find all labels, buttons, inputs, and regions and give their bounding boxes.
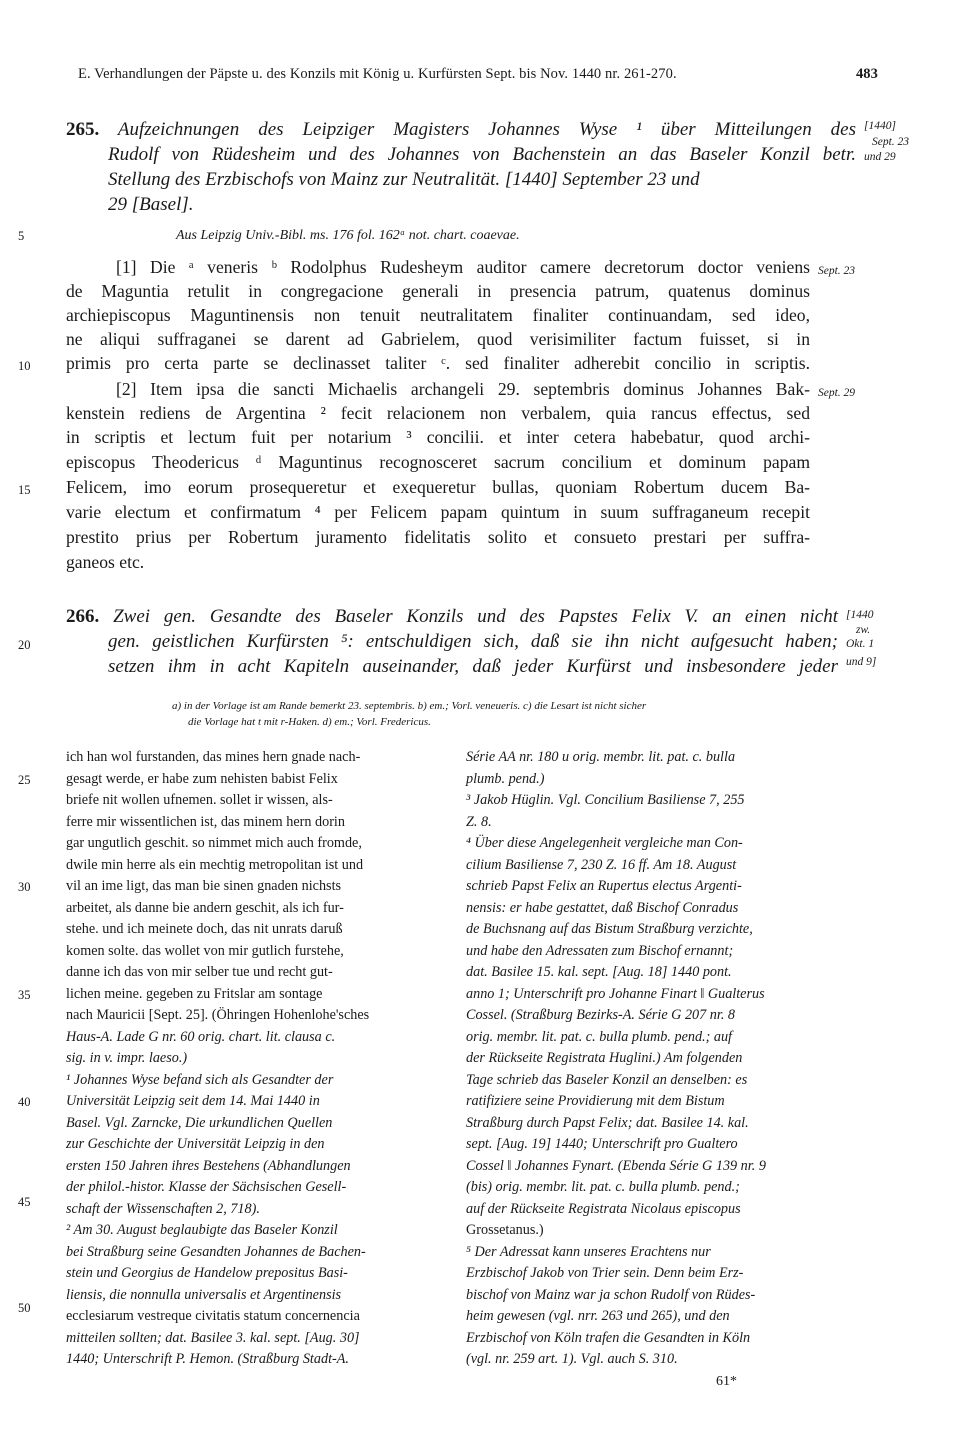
left-line: komen solte. das wollet von mir gutlich furstehe, [66, 942, 344, 959]
doc265-text-line-4: ne aliqui suffraganei se darent ad Gabrielem, quod verisimiliter factum fuisset, si in [66, 329, 810, 349]
doc265-date-margin-2: Sept. 23 [872, 136, 910, 148]
left-line: dwile min herre als ein mechtig metropolitan ist und [66, 856, 364, 873]
line-number-40: 40 [18, 1095, 31, 1109]
left-line: briefe nit wollen ufnemen. sollet ir wissen, als- [66, 792, 333, 808]
doc265-text-line-3: archiepiscopus Maguntinensis non tenuit neutralitatem finaliter continuandam, sed ideo, [66, 305, 810, 325]
doc265-heading-line-2: Rudolf von Rüdesheim und des Johannes von Bachenstein an das Baseler Konzil betr. [108, 144, 856, 165]
footnote-4-line: Straßburg durch Papst Felix; dat. Basilee 14. kal. [466, 1114, 749, 1131]
left-line: gesagt werde, er habe zum nehisten babist Felix [66, 770, 338, 787]
footnote-4-line: Cossel ‖ Johannes Fynart. (Ebenda Série G 139 nr. 9 [466, 1157, 766, 1174]
left-line: Haus-A. Lade G nr. 60 orig. chart. lit. clausa c. [66, 1028, 336, 1045]
footnote-4-line: und habe den Adressaten zum Bischof ernannt; [466, 942, 734, 959]
doc266-heading-line-3: setzen ihm in acht Kapiteln auseinander, daß jeder Kurfürst und insbesondere jeder [108, 656, 838, 677]
apparatus-line-1: a) in der Vorlage ist am Rande bemerkt 23. septembris. b) em.; Vorl. veneueris. c) die Lesart ist nicht sicher [172, 700, 647, 712]
doc265-text-line-11: varie electum et confirmatum ⁴ per Felicem papam quintum in suum suffraganeum recepit [66, 502, 810, 522]
page-number: 483 [855, 66, 878, 82]
line-number-50: 50 [18, 1301, 31, 1315]
right-column [466, 747, 840, 1371]
running-head [78, 66, 878, 83]
line-number-25: 25 [18, 773, 31, 787]
footnote-4-line: dat. Basilee 15. kal. sept. [Aug. 18] 1440 pont. [466, 964, 732, 980]
doc266-date-margin-1: [1440 [846, 609, 874, 621]
footnote-1-line: Basel. Vgl. Zarncke, Die urkundlichen Quellen [66, 1114, 333, 1131]
left-line: gar ungutlich geschit. so nimmet mich auch fromde, [66, 835, 362, 851]
doc265-text-line-7: kenstein rediens de Argentina ² fecit relacionem non verbalem, quia rancus effectus, sed [66, 403, 810, 423]
doc265-number: 265. [66, 119, 100, 140]
running-head-text: E. Verhandlungen der Päpste u. des Konzils mit König u. Kurfürsten Sept. bis Nov. 1440 nr. 261-270. [78, 66, 677, 82]
doc265-text-line-9: episcopus Theodericus ᵈ Maguntinus recognosceret sacrum concilium et dominum papam [66, 452, 810, 472]
doc266-heading-line-2: gen. geistlichen Kurfürsten ⁵: entschuldigen sich, daß sie ihn nicht aufgesucht haben; [108, 631, 838, 652]
footnote-1-line: ¹ Johannes Wyse befand sich als Gesandter der [66, 1071, 334, 1088]
footnote-2-line: mitteilen sollten; dat. Basilee 3. kal. sept. [Aug. 30] [66, 1329, 360, 1346]
footnote-4-line: cilium Basiliense 7, 230 Z. 16 ff. Am 18. August [466, 856, 737, 873]
footnote-5-line: (vgl. nr. 259 art. 1). Vgl. auch S. 310. [466, 1351, 678, 1367]
doc265-source: Aus Leipzig Univ.-Bibl. ms. 176 fol. 162ᵃ not. chart. coaevae. [176, 228, 520, 243]
footnote-2-line: 1440; Unterschrift P. Hemon. (Straßburg Stadt-A. [66, 1351, 349, 1367]
footnote-3-line: ³ Jakob Hüglin. Vgl. Concilium Basiliense 7, 255 [466, 792, 745, 808]
right-line: plumb. pend.) [466, 770, 545, 787]
footnote-3-line: Z. 8. [466, 813, 492, 830]
doc266-date-margin-3: Okt. 1 [846, 638, 875, 650]
doc265-text-line-13: ganeos etc. [66, 552, 145, 572]
line-number-35: 35 [18, 988, 31, 1002]
doc265-heading-line-3: Stellung des Erzbischofs von Mainz zur Neutralität. [1440] September 23 und [108, 169, 700, 190]
doc265-text-line-10: Felicem, imo eorum prosequeretur et exequeretur bullas, quoniam Robertum ducem Ba- [66, 477, 810, 497]
footnote-4-line: Tage schrieb das Baseler Konzil an denselben: es [466, 1071, 748, 1088]
left-line: stehe. und ich meinete doch, das nit unrats daruß [66, 921, 343, 937]
doc265-margin-note-2: Sept. 29 [818, 387, 856, 399]
footnote-4-line: anno 1; Unterschrift pro Johanne Finart ‖ Gualterus [466, 985, 765, 1002]
doc266-date-margin-4: und 9] [846, 656, 877, 668]
line-number-45: 45 [18, 1195, 31, 1209]
footnote-2-line: bei Straßburg seine Gesandten Johannes de Bachen- [66, 1243, 366, 1260]
footnote-4-line: ratifiziere seine Providierung mit dem Bistum [466, 1093, 725, 1109]
doc265-margin-note-1: Sept. 23 [818, 265, 856, 277]
left-line: vil an ime ligt, das man bie sinen gnaden nichsts [66, 878, 342, 894]
footnote-5-line: Erzbischof Jakob von Trier sein. Denn beim Erz- [466, 1265, 744, 1281]
doc265-text-line-5: primis pro certa parte se declinasset taliter ᶜ. sed finaliter adherebit concilio in scriptis. [66, 353, 810, 373]
line-number-5: 5 [18, 229, 25, 243]
footnote-1-line: der philol.-histor. Klasse der Sächsischen Gesell- [66, 1179, 347, 1195]
apparatus-line-2: die Vorlage hat t mit r-Haken. d) em.; Vorl. Fredericus. [188, 716, 431, 728]
footnote-4-line: Grossetanus.) [466, 1222, 544, 1238]
footnote-2-line: stein und Georgius de Handelow prepositus Basi- [66, 1265, 348, 1281]
left-column [66, 747, 440, 1371]
doc265-text-line-6: [2] Item ipsa die sancti Michaelis archangeli 29. septembris dominus Johannes Bak- [116, 379, 810, 399]
line-number-20: 20 [18, 638, 31, 652]
doc265-heading-line-4: 29 [Basel]. [108, 194, 194, 215]
footnote-4-line: sept. [Aug. 19] 1440; Unterschrift pro Gualtero [466, 1136, 738, 1152]
doc266-heading-line-1: 266. Zwei gen. Gesandte des Baseler Konzils und des Papstes Felix V. an einen nicht [66, 606, 838, 627]
doc265-date-margin-1: [1440] [864, 120, 896, 132]
left-line: arbeitet, als danne bie andern geschit, als ich fur- [66, 899, 344, 916]
left-line: danne ich das von mir selber tue und recht gut- [66, 964, 333, 980]
footnote-2-line: ² Am 30. August beglaubigte das Baseler Konzil [66, 1222, 338, 1238]
footnote-4-line: Cossel. (Straßburg Bezirks-A. Série G 207 nr. 8 [466, 1007, 736, 1023]
doc266-number: 266. [66, 606, 100, 627]
footnote-4-line: ⁴ Über diese Angelegenheit vergleiche man Con- [466, 835, 743, 851]
right-line: Série AA nr. 180 u orig. membr. lit. pat. c. bulla [466, 749, 736, 765]
footnote-2-line: ecclesiarum vestreque civitatis statum concernencia [66, 1308, 360, 1324]
footnote-4-line: auf der Rückseite Registrata Nicolaus episcopus [466, 1200, 741, 1217]
doc265-heading-line-1: 265. Aufzeichnungen des Leipziger Magisters Johannes Wyse ¹ über Mitteilungen des [66, 119, 856, 140]
left-line: nach Mauricii [Sept. 25]. (Öhringen Hohenlohe'sches [66, 1007, 370, 1023]
footnote-1-line: schaft der Wissenschaften 2, 718). [66, 1200, 260, 1217]
footnote-2-line: liensis, die nonnulla universalis et Argentinensis [66, 1286, 342, 1303]
line-number-30: 30 [18, 880, 31, 894]
doc266-date-margin-2: zw. [856, 624, 871, 636]
doc265-text-line-8: in scriptis et lectum fuit per notarium ³ concilii. et inter cetera habebatur, quod archi- [66, 427, 810, 447]
footnote-1-line: ersten 150 Jahren ihres Bestehens (Abhandlungen [66, 1157, 351, 1174]
doc265-text-line-2: de Maguntia retulit in congregacione generali in presencia patrum, quatenus dominus [66, 281, 810, 301]
left-line: lichen meine. gegeben zu Fritslar am sontage [66, 985, 323, 1002]
footnote-1-line: zur Geschichte der Universität Leipzig in den [66, 1136, 325, 1152]
line-number-10: 10 [18, 359, 31, 373]
doc265-text-line-1: [1] Die ᵃ veneris ᵇ Rodolphus Rudesheym auditor camere decretorum doctor veniens [116, 257, 810, 277]
footnote-1-line: Universität Leipzig seit dem 14. Mai 1440 in [66, 1093, 320, 1109]
footnote-5-line: Erzbischof von Köln trafen die Gesandten in Köln [466, 1329, 751, 1346]
footnote-4-line: der Rückseite Registrata Huglini.) Am folgenden [466, 1050, 743, 1066]
doc265-date-margin-3: und 29 [864, 151, 896, 163]
footnote-5-line: ⁵ Der Adressat kann unseres Erachtens nur [466, 1243, 711, 1260]
footnote-4-line: orig. membr. lit. pat. c. bulla plumb. pend.; auf [466, 1028, 733, 1045]
footnote-5-line: bischof von Mainz war ja schon Rudolf von Rüdes- [466, 1286, 756, 1303]
line-number-15: 15 [18, 483, 31, 497]
left-line: sig. in v. impr. laeso.) [66, 1050, 188, 1066]
signature-mark: 61* [716, 1374, 737, 1389]
footnote-4-line: (bis) orig. membr. lit. pat. c. bulla plumb. pend.; [466, 1179, 740, 1195]
left-line: ferre mir wissentlichen ist, das minem hern dorin [66, 813, 345, 830]
footnote-4-line: de Buchsnang auf das Bistum Straßburg verzichte, [466, 921, 753, 937]
footnote-4-line: schrieb Papst Felix an Rupertus electus Argenti- [466, 878, 742, 894]
doc265-text-line-12: prestito prius per Robertum juramento fidelitatis solito et consueto prestari per suffra- [66, 527, 810, 547]
footnote-4-line: nensis: er habe gestattet, daß Bischof Conradus [466, 899, 739, 916]
footnote-5-line: heim gewesen (vgl. nrr. 263 und 265), und den [466, 1308, 730, 1324]
left-line: ich han wol furstanden, das mines hern gnade nach- [66, 749, 361, 765]
